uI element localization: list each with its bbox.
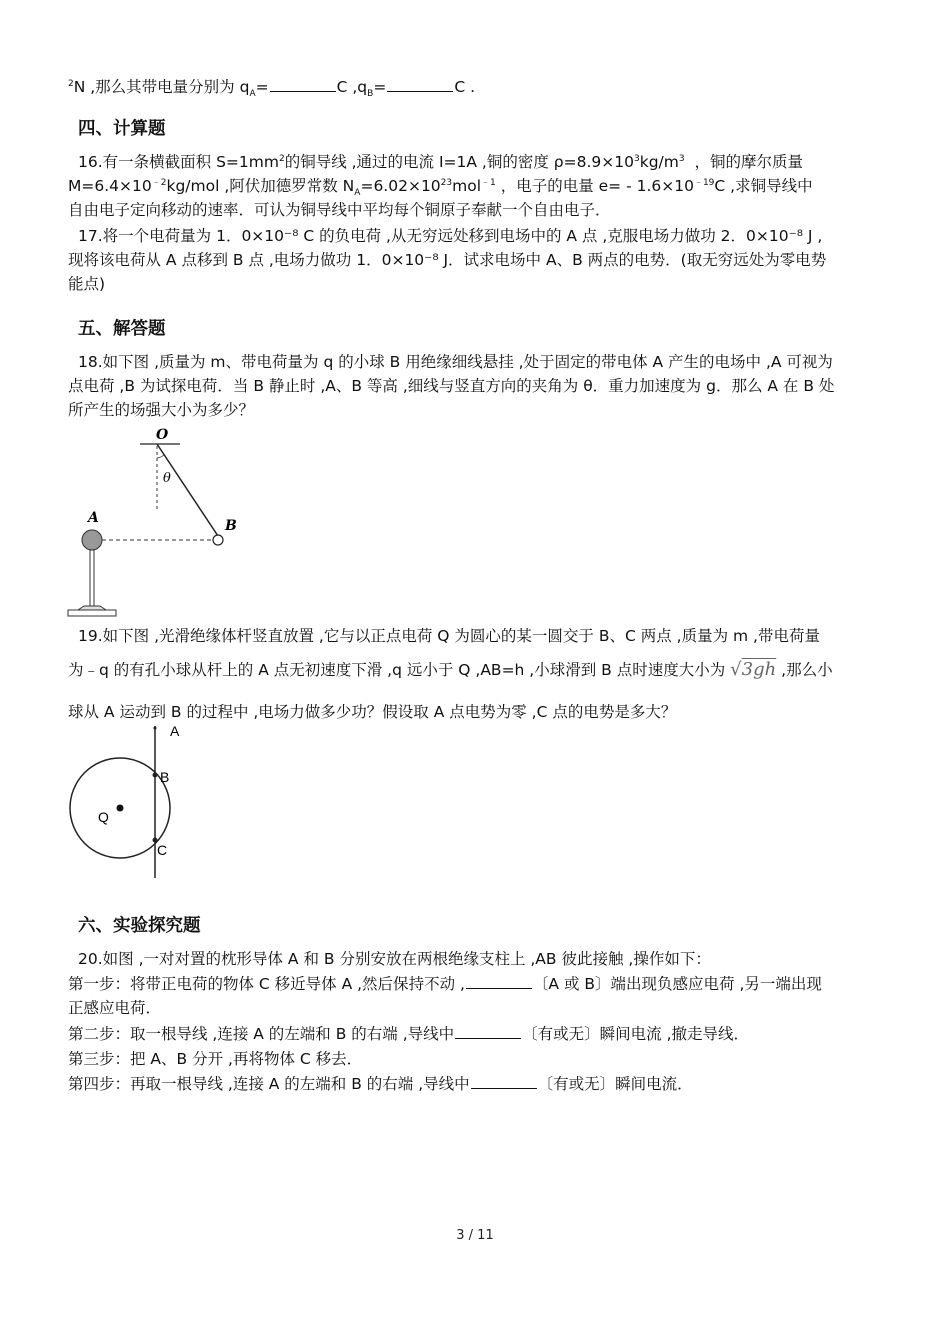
q19-line-2: 为﹣q 的有孔小球从杆上的 A 点无初速度下滑 ,q 远小于 Q ,AB=h ,小球滑到 B 点时速度大小为 √3gh ,那么小 [68, 659, 833, 680]
section-heading-answer: 五、解答题 [78, 319, 166, 339]
q20-line-4: 第二步：取一根导线 ,连接 A 的左端和 B 的右端 ,导线中 〔有或无〕瞬间电流 ,撤走导线． [68, 1025, 750, 1043]
q19-line-3: 球从 A 运动到 B 的过程中 ,电场力做多少功？假设取 A 点电势为零 ,C 点的电势是多大？ [68, 703, 677, 721]
answer-blank-qb[interactable] [387, 77, 453, 92]
q16-line-2: $M=6.4\times 10^{﹣2}kg$/mol ,阿伏加德罗常数 $N_A=6.02\times 10^{23}mol^{﹣1}$ ，电子的电量 $e= - 1.6\times 10^{﹣19}C$ ,求铜导线中 [68, 177, 813, 199]
q17-line-2: 现将该电荷从 A 点移到 B 点 ,电场力做功 1．0×10⁻⁸ J．试求电场中 A、B 两点的电势．(取无穷远处为零电势 [68, 251, 827, 269]
q20-line-2: 第一步：将带正电荷的物体 C 移近导体 A ,然后保持不动 , 〔A 或 B〕端出现负感应电荷 ,另一端出现 [68, 975, 822, 993]
answer-blank-qa[interactable] [270, 77, 336, 92]
label-point-c: C [157, 842, 168, 858]
figure-pendulum [60, 420, 260, 620]
label-point-b: B [160, 769, 170, 785]
q17-line-3: 能点) [68, 275, 106, 293]
q18-line-1: 18.如下图 ,质量为 m、带电荷量为 q 的小球 B 用绝缘细线悬挂 ,处于固定的带电体 A 产生的电场中 ,A 可视为 [78, 353, 833, 371]
answer-blank-step2[interactable] [455, 1024, 521, 1039]
q18-line-3: 所产生的场强大小为多少？ [68, 401, 255, 419]
charged-body-a [82, 530, 102, 550]
label-theta: θ [163, 471, 171, 486]
charge-q [117, 805, 124, 812]
answer-blank-step4[interactable] [471, 1074, 537, 1089]
answer-blank-step1[interactable] [466, 974, 532, 989]
label-a: A [88, 510, 99, 526]
q16-line-1: 16.有一条横截面积 $S=1mm^2$的铜导线 ,通过的电流 I=1A ,铜的密度 $\rho=8.9\times 10^3kg/m^3$ ，铜的摩尔质量 [78, 153, 803, 171]
section-heading-calculation: 四、计算题 [78, 119, 166, 139]
q20-line-1: 20.如图 ,一对对置的枕形导体 A 和 B 分别安放在两根绝缘支柱上 ,AB 彼此接触 ,操作如下： [78, 950, 711, 968]
q16-line-3: 自由电子定向移动的速率．可认为铜导线中平均每个铜原子奉献一个自由电子． [68, 201, 611, 219]
continued-question-line: $^2$N ,那么其带电量分别为 $q_A= C$ $,q_B= C$ . [68, 78, 476, 100]
sqrt-3gh-formula: √3gh [730, 659, 777, 680]
page-number: 3 / 11 [456, 1228, 494, 1243]
q20-line-5: 第三步：把 A、B 分开 ,再将物体 C 移去． [68, 1050, 363, 1068]
label-o: O [156, 427, 169, 443]
section-heading-experiment: 六、实验探究题 [78, 916, 201, 936]
q17-line-1: 17.将一个电荷量为 1．0×10⁻⁸ C 的负电荷 ,从无穷远处移到电场中的 A 点 ,克服电场力做功 2．0×10⁻⁸ J , [78, 227, 823, 245]
q20-line-3: 正感应电荷． [68, 999, 162, 1017]
figure-rod-circle [62, 722, 202, 882]
ball-b [213, 535, 223, 545]
label-b: B [225, 518, 237, 534]
q19-line-1: 19.如下图 ,光滑绝缘体杆竖直放置 ,它与以正点电荷 Q 为圆心的某一圆交于 B、C 两点 ,质量为 m ,带电荷量 [78, 627, 820, 645]
label-charge-q: Q [98, 809, 109, 825]
q18-line-2: 点电荷 ,B 为试探电荷．当 B 静止时 ,A、B 等高 ,细线与竖直方向的夹角为 θ．重力加速度为 g．那么 A 在 B 处 [68, 377, 835, 395]
label-point-a: A [170, 723, 180, 739]
q20-line-6: 第四步：再取一根导线 ,连接 A 的左端和 B 的右端 ,导线中 〔有或无〕瞬间电流． [68, 1075, 693, 1093]
